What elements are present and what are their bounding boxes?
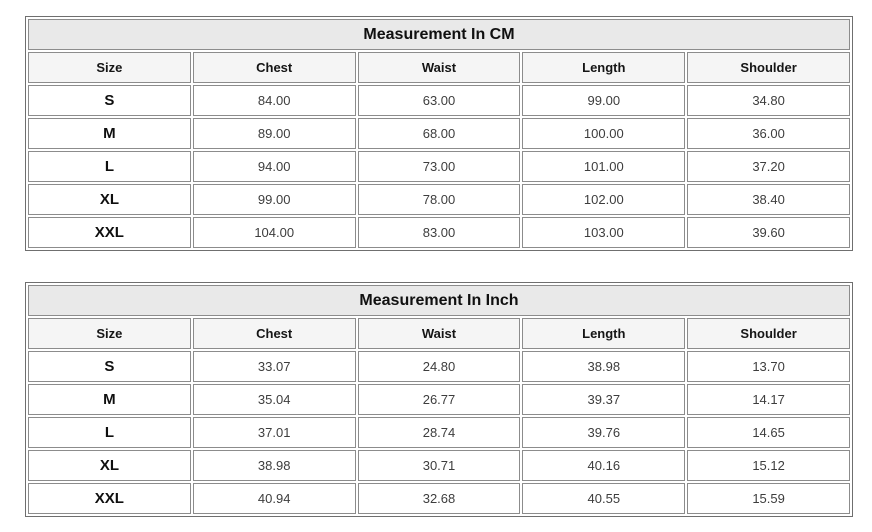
measurement-inch-table	[25, 282, 853, 517]
value-cell: 38.40	[687, 184, 850, 215]
table-row	[28, 450, 850, 481]
table-title: Measurement In Inch	[28, 285, 850, 316]
value-cell: 14.65	[687, 417, 850, 448]
table-row	[28, 151, 850, 182]
value-cell: 89.00	[193, 118, 356, 149]
size-cell: M	[28, 118, 191, 149]
column-header-shoulder: Shoulder	[687, 52, 850, 83]
table-row	[28, 118, 850, 149]
value-cell: 36.00	[687, 118, 850, 149]
column-header-length: Length	[522, 52, 685, 83]
table-row	[28, 217, 850, 248]
value-cell: 84.00	[193, 85, 356, 116]
value-cell: 26.77	[358, 384, 521, 415]
value-cell: 32.68	[358, 483, 521, 514]
value-cell: 68.00	[358, 118, 521, 149]
header-row	[28, 52, 850, 83]
size-cell: XXL	[28, 217, 191, 248]
value-cell: 40.55	[522, 483, 685, 514]
table-row	[28, 483, 850, 514]
value-cell: 39.60	[687, 217, 850, 248]
value-cell: 13.70	[687, 351, 850, 382]
table-row	[28, 417, 850, 448]
table-row	[28, 351, 850, 382]
value-cell: 83.00	[358, 217, 521, 248]
size-cell: L	[28, 417, 191, 448]
value-cell: 100.00	[522, 118, 685, 149]
column-header-waist: Waist	[358, 52, 521, 83]
title-row	[28, 285, 850, 316]
size-cell: M	[28, 384, 191, 415]
header-row	[28, 318, 850, 349]
table-title: Measurement In CM	[28, 19, 850, 50]
value-cell: 39.76	[522, 417, 685, 448]
value-cell: 40.94	[193, 483, 356, 514]
column-header-shoulder: Shoulder	[687, 318, 850, 349]
value-cell: 35.04	[193, 384, 356, 415]
value-cell: 38.98	[522, 351, 685, 382]
column-header-waist: Waist	[358, 318, 521, 349]
value-cell: 94.00	[193, 151, 356, 182]
column-header-size: Size	[28, 52, 191, 83]
value-cell: 99.00	[522, 85, 685, 116]
column-header-chest: Chest	[193, 318, 356, 349]
value-cell: 37.20	[687, 151, 850, 182]
value-cell: 28.74	[358, 417, 521, 448]
value-cell: 30.71	[358, 450, 521, 481]
value-cell: 78.00	[358, 184, 521, 215]
value-cell: 40.16	[522, 450, 685, 481]
value-cell: 102.00	[522, 184, 685, 215]
size-cell: XL	[28, 184, 191, 215]
column-header-length: Length	[522, 318, 685, 349]
size-cell: S	[28, 85, 191, 116]
table-row	[28, 384, 850, 415]
value-cell: 73.00	[358, 151, 521, 182]
size-cell: S	[28, 351, 191, 382]
value-cell: 15.12	[687, 450, 850, 481]
value-cell: 103.00	[522, 217, 685, 248]
value-cell: 33.07	[193, 351, 356, 382]
size-cell: XXL	[28, 483, 191, 514]
value-cell: 39.37	[522, 384, 685, 415]
value-cell: 37.01	[193, 417, 356, 448]
value-cell: 101.00	[522, 151, 685, 182]
value-cell: 99.00	[193, 184, 356, 215]
size-cell: L	[28, 151, 191, 182]
column-header-chest: Chest	[193, 52, 356, 83]
value-cell: 104.00	[193, 217, 356, 248]
value-cell: 38.98	[193, 450, 356, 481]
table-row	[28, 184, 850, 215]
column-header-size: Size	[28, 318, 191, 349]
value-cell: 24.80	[358, 351, 521, 382]
table-row	[28, 85, 850, 116]
size-cell: XL	[28, 450, 191, 481]
value-cell: 14.17	[687, 384, 850, 415]
value-cell: 63.00	[358, 85, 521, 116]
title-row	[28, 19, 850, 50]
measurement-cm-table	[25, 16, 853, 251]
value-cell: 15.59	[687, 483, 850, 514]
value-cell: 34.80	[687, 85, 850, 116]
